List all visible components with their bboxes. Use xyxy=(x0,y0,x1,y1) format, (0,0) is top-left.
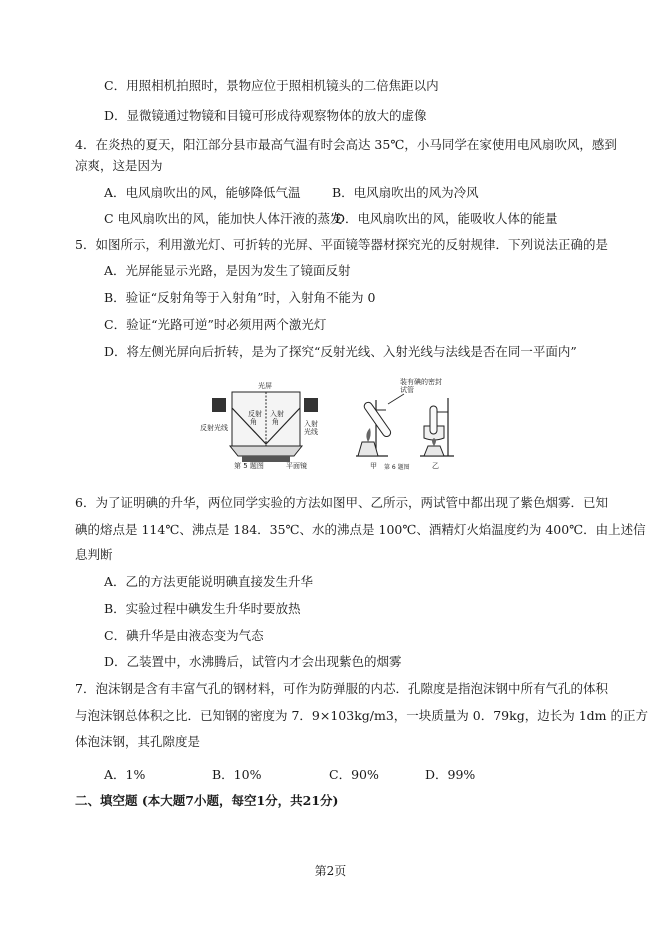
q3-option-d: D．显微镜通过物镜和目镜可形成待观察物体的放大的虚像 xyxy=(104,108,427,123)
figure-5-reflection-diagram xyxy=(200,378,330,470)
alcohol-lamp-jia xyxy=(358,442,378,456)
q7-option-d: D．99% xyxy=(425,767,476,782)
q4-option-d: D．电风扇吹出的风，能吸收人体的能量 xyxy=(335,211,558,226)
figure-6-iodine-apparatus xyxy=(348,376,463,472)
q5-option-c: C．验证“光路可逆”时必须用两个激光灯 xyxy=(104,317,327,332)
q7-stem-line1: 7．泡沫钢是含有丰富气孔的钢材料，可作为防弹服的内芯．孔隙度是指泡沫钢中所有气孔的体积 xyxy=(75,681,608,696)
mirror-label: 平面镜 xyxy=(286,462,307,470)
q6-option-c: C．碘升华是由液态变为气态 xyxy=(104,628,264,643)
tube-label-line2: 试管 xyxy=(400,386,414,394)
q6-stem-line3: 息判断 xyxy=(75,547,113,562)
figure-5-caption: 第 5 题图 xyxy=(234,462,264,470)
section-2-heading: 二、填空题 (本大题7小题，每空1分，共21分) xyxy=(75,793,339,808)
left-laser-icon xyxy=(212,398,226,412)
q6-stem-line2: 碘的熔点是 114℃、沸点是 184．35℃、水的沸点是 100℃、酒精灯火焰温度约为 400℃．由上述信 xyxy=(75,522,646,537)
label-yi: 乙 xyxy=(432,462,439,470)
page-number: 第2页 xyxy=(314,864,347,878)
alcohol-lamp-yi xyxy=(424,446,444,456)
q7-option-a: A．1% xyxy=(104,767,146,782)
q7-stem-line3: 体泡沫钢，其孔隙度是 xyxy=(75,734,201,749)
q4-stem-line2: 凉爽，这是因为 xyxy=(75,158,163,173)
q6-stem-line1: 6．为了证明碘的升华，两位同学实验的方法如图甲、乙所示，两试管中都出现了紫色烟雾．已知 xyxy=(75,495,608,510)
flame-jia xyxy=(366,428,370,442)
q5-stem: 5．如图所示，利用激光灯、可折转的光屏、平面镜等器材探究光的反射规律．下列说法正确的是 xyxy=(75,237,608,252)
right-laser-icon xyxy=(304,398,318,412)
incident-ray-label-1: 入射 xyxy=(304,420,318,428)
q5-option-b: B．验证“反射角等于入射角”时，入射角不能为 0 xyxy=(104,290,376,305)
test-tube-yi xyxy=(430,406,437,434)
tube-label-line1: 装有碘的密封 xyxy=(400,378,442,386)
q7-option-c: C．90% xyxy=(329,767,379,782)
figure-6-caption: 第 6 题图 xyxy=(384,464,410,471)
reflect-ray-label: 反射光线 xyxy=(200,424,228,432)
screen-label: 光屏 xyxy=(258,382,272,390)
reflect-angle-label-2: 角 xyxy=(250,418,257,426)
incident-angle-label-1: 入射 xyxy=(270,410,284,418)
q5-option-d: D．将左侧光屏向后折转，是为了探究“反射光线、入射光线与法线是否在同一平面内” xyxy=(104,344,577,359)
q5-option-a: A．光屏能显示光路，是因为发生了镜面反射 xyxy=(104,263,351,278)
q4-option-b: B．电风扇吹出的风为冷风 xyxy=(332,185,479,200)
q3-option-c: C．用照相机拍照时，景物应位于照相机镜头的二倍焦距以内 xyxy=(104,78,439,93)
q4-stem-line1: 4．在炎热的夏天，阳江部分县市最高气温有时会高达 35℃，小马同学在家使用电风扇吹风，感到 xyxy=(75,137,617,152)
reflect-angle-label-1: 反射 xyxy=(248,410,262,418)
flame-yi xyxy=(432,438,436,446)
q4-option-a: A．电风扇吹出的风，能够降低气温 xyxy=(104,185,301,200)
incident-ray-label-2: 光线 xyxy=(304,428,318,436)
q6-option-d: D．乙装置中，水沸腾后，试管内才会出现紫色的烟雾 xyxy=(104,654,402,669)
q7-options-row xyxy=(104,766,475,784)
q6-option-b: B．实验过程中碘发生升华时要放热 xyxy=(104,601,301,616)
q4-option-c: C 电风扇吹出的风，能加快人体汗液的蒸发 xyxy=(104,211,343,226)
q7-stem-line2: 与泡沫钢总体积之比．已知钢的密度为 7．9×103kg/m3，一块质量为 0．79kg，边长为 1dm 的正方 xyxy=(75,708,648,723)
incident-angle-label-2: 角 xyxy=(272,418,279,426)
plane-mirror xyxy=(230,446,302,456)
label-jia: 甲 xyxy=(370,462,377,470)
q7-option-b: B．10% xyxy=(212,767,262,782)
q6-option-a: A．乙的方法更能说明碘直接发生升华 xyxy=(104,574,314,589)
